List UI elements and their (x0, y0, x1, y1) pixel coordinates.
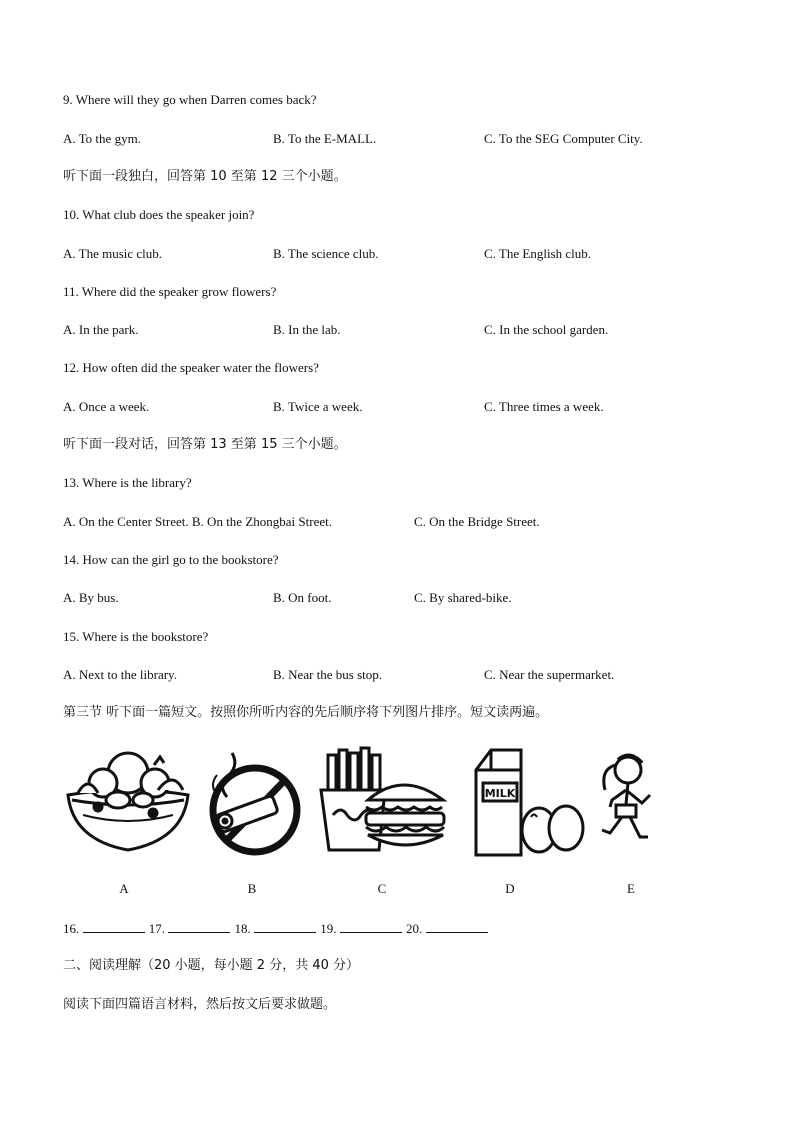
picture-label-b: B (247, 881, 257, 896)
question-14: 14. How can the girl go to the bookstore? (63, 552, 279, 567)
q14-option-c: C. By shared-bike. (414, 590, 512, 605)
blank-label-20: 20. (406, 921, 423, 936)
answer-blanks-row (63, 920, 489, 937)
no-smoking-icon (187, 745, 327, 865)
q15-option-a: A. Next to the library. (63, 667, 177, 682)
q15-option-c: C. Near the supermarket. (484, 667, 615, 682)
question-13: 13. Where is the library? (63, 475, 192, 490)
milk-eggs-icon (466, 745, 606, 865)
section3-instruction: 第三节 听下面一篇短文。按照你所听内容的先后顺序将下列图片排序。短文读两遍。 (63, 705, 549, 720)
picture-label-e: E (627, 881, 635, 896)
picture-label-c: C (377, 881, 387, 896)
monologue-instruction: 听下面一段独白，回答第 10 至第 12 三个小题。 (63, 169, 347, 184)
q12-option-b: B. Twice a week. (273, 399, 363, 414)
question-15: 15. Where is the bookstore? (63, 629, 209, 644)
answer-blank-17[interactable] (168, 920, 230, 933)
blank-label-17: 17. (148, 921, 165, 936)
q13-option-c: C. On the Bridge Street. (414, 514, 540, 529)
q12-option-c: C. Three times a week. (484, 399, 604, 414)
q14-option-a: A. By bus. (63, 590, 119, 605)
picture-label-d: D (505, 881, 515, 896)
fruit-bowl-icon (58, 745, 198, 865)
reading-section-title: 二、阅读理解（20 小题，每小题 2 分，共 40 分） (63, 958, 360, 973)
picture-label-a: A (119, 881, 129, 896)
q10-option-b: B. The science club. (273, 246, 379, 261)
answer-blank-19[interactable] (340, 920, 402, 933)
q14-option-b: B. On foot. (273, 590, 332, 605)
q12-option-a: A. Once a week. (63, 399, 150, 414)
running-girl-icon (590, 745, 730, 865)
answer-blank-20[interactable] (426, 920, 488, 933)
question-11: 11. Where did the speaker grow flowers? (63, 284, 277, 299)
q10-option-a: A. The music club. (63, 246, 163, 261)
question-9: 9. Where will they go when Darren comes back? (63, 92, 317, 107)
blank-label-19: 19. (320, 921, 337, 936)
q13-option-a-b: A. On the Center Street. B. On the Zhongbai Street. (63, 514, 332, 529)
q9-option-c: C. To the SEG Computer City. (484, 131, 643, 146)
q15-option-b: B. Near the bus stop. (273, 667, 383, 682)
q11-option-a: A. In the park. (63, 322, 139, 337)
answer-blank-16[interactable] (83, 920, 145, 933)
dialogue-instruction: 听下面一段对话，回答第 13 至第 15 三个小题。 (63, 437, 347, 452)
question-10: 10. What club does the speaker join? (63, 207, 255, 222)
blank-label-16: 16. (63, 921, 80, 936)
q11-option-c: C. In the school garden. (484, 322, 609, 337)
q9-option-b: B. To the E-MALL. (273, 131, 377, 146)
blank-label-18: 18. (234, 921, 251, 936)
answer-blank-18[interactable] (254, 920, 316, 933)
milk-label: MILK (484, 787, 516, 800)
fries-burger-icon (313, 745, 453, 865)
reading-instruction: 阅读下面四篇语言材料，然后按文后要求做题。 (63, 997, 337, 1012)
q11-option-b: B. In the lab. (273, 322, 341, 337)
q9-option-a: A. To the gym. (63, 131, 141, 146)
question-12: 12. How often did the speaker water the flowers? (63, 360, 319, 375)
q10-option-c: C. The English club. (484, 246, 592, 261)
